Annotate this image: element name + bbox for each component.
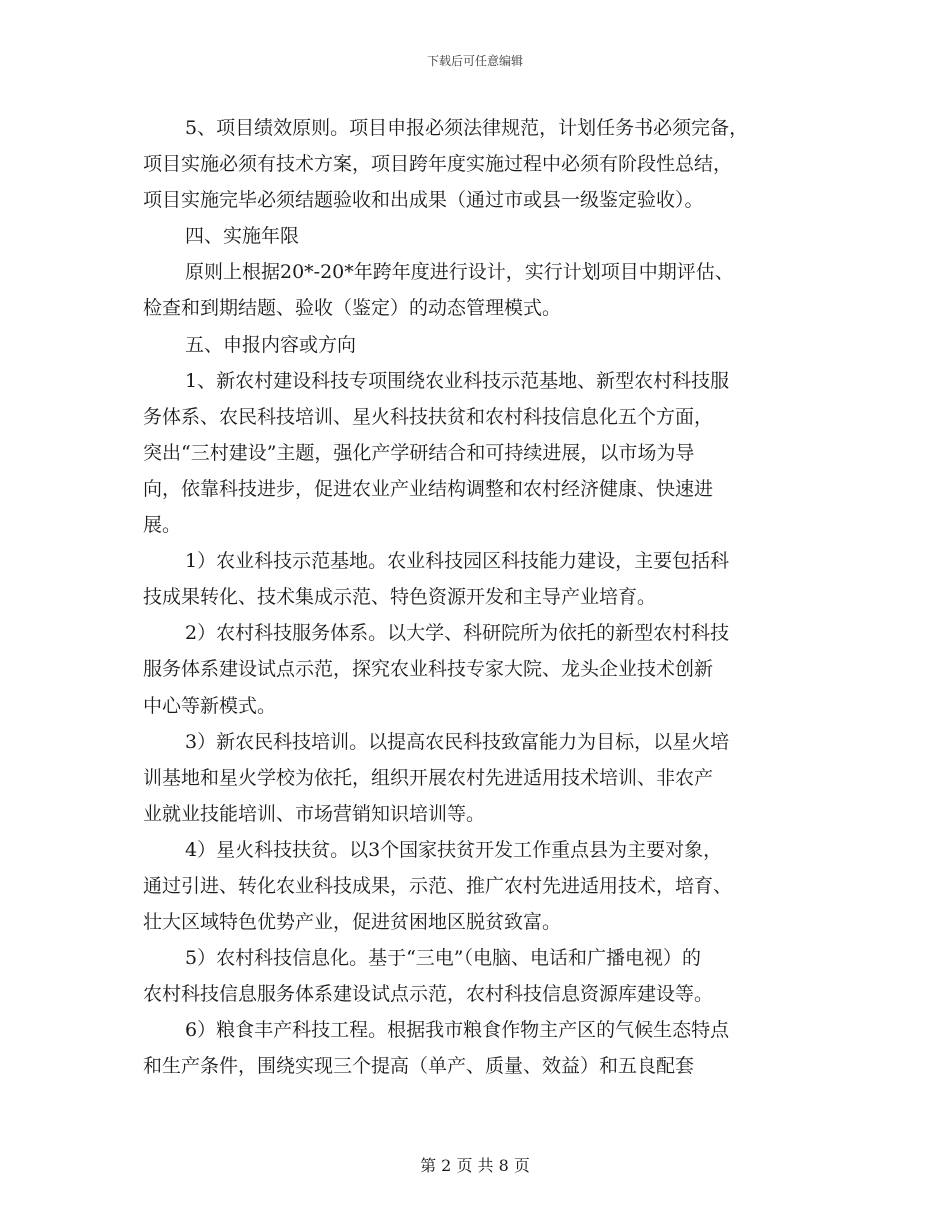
text-line: 5）农村科技信息化。基于“三电”（电脑、电话和广播电视）的	[185, 947, 702, 970]
text-line: 壮大区域特色优势产业，促进贫困地区脱贫致富。	[143, 911, 562, 934]
page-number-footer: 第 2 页 共 8 页	[420, 1156, 530, 1175]
text-line: 业就业技能培训、市场营销知识培训等。	[143, 802, 486, 825]
text-line: 3）新农民科技培训。以提高农民科技致富能力为目标，以星火培	[185, 730, 730, 753]
text-line: 农村科技信息服务体系建设试点示范，农村科技信息资源库建设等。	[143, 983, 714, 1006]
text-line: 向，依靠科技进步，促进农业产业结构调整和农村经济健康、快速进	[143, 477, 714, 500]
text-line: 技成果转化、技术集成示范、特色资源开发和主导产业培育。	[143, 586, 657, 609]
text-line: 训基地和星火学校为依托，组织开展农村先进适用技术培训、非农产	[143, 766, 714, 789]
text-line: 4）星火科技扶贫。以3个国家扶贫开发工作重点县为主要对象，	[185, 838, 723, 861]
text-line: 5、项目绩效原则。项目申报必须法律规范，计划任务书必须完备，	[185, 117, 749, 139]
text-line: 突出“三村建设”主题，强化产学研结合和可持续进展，以市场为导	[143, 441, 695, 464]
text-line: 务体系、农民科技培训、星火科技扶贫和农村科技信息化五个方面，	[143, 405, 714, 428]
document-body	[143, 110, 808, 1085]
text-line: 6）粮食丰产科技工程。根据我市粮食作物主产区的气候生态特点	[185, 1019, 730, 1042]
text-line: 1、新农村建设科技专项围绕农业科技示范基地、新型农村科技服	[185, 369, 730, 392]
text-line: 项目实施必须有技术方案，项目跨年度实施过程中必须有阶段性总结，	[143, 153, 733, 176]
text-line: 通过引进、转化农业科技成果，示范、推广农村先进适用技术，培育、	[143, 874, 733, 897]
text-line: 原则上根据20*-20*年跨年度进行设计，实行计划项目中期评估、	[185, 261, 734, 284]
text-line: 1）农业科技示范基地。农业科技园区科技能力建设，主要包括科	[185, 550, 730, 573]
text-line: 中心等新模式。	[143, 694, 277, 717]
text-line: 展。	[143, 514, 182, 537]
text-line: 四、实施年限	[185, 225, 300, 248]
page-header: 下载后可任意编辑	[426, 54, 523, 68]
text-line: 项目实施完毕必须结题验收和出成果（通过市或县一级鉴定验收）。	[143, 189, 704, 212]
text-line: 检查和到期结题、验收（鉴定）的动态管理模式。	[143, 297, 562, 320]
text-line: 五、申报内容或方向	[185, 333, 357, 356]
text-line: 服务体系建设试点示范，探究农业科技专家大院、龙头企业技术创新	[143, 658, 714, 681]
text-line: 2）农村科技服务体系。以大学、科研院所为依托的新型农村科技	[185, 622, 730, 645]
text-line: 和生产条件，围绕实现三个提高（单产、质量、效益）和五良配套	[143, 1055, 695, 1078]
